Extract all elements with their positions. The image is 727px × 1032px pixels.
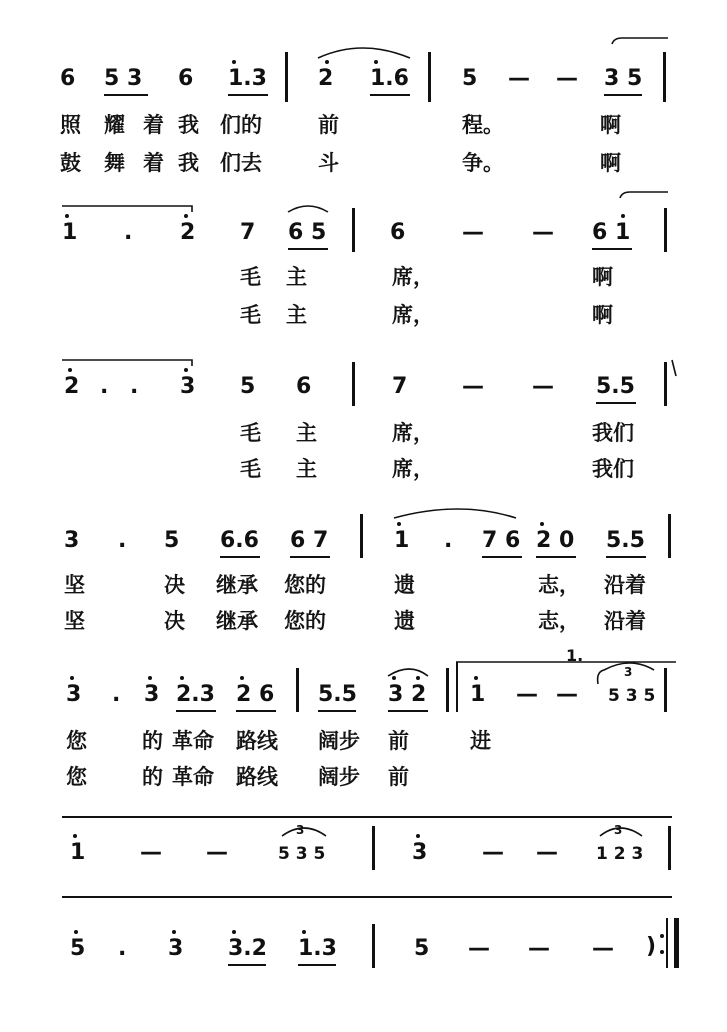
triplet-mark: 3	[296, 823, 305, 837]
dash: —	[556, 66, 578, 91]
lyric: 志，	[538, 572, 580, 597]
slur-bracket	[612, 38, 668, 44]
lyric: 斗	[318, 150, 339, 175]
lyric: 着	[143, 150, 164, 175]
triplet-arc	[598, 663, 654, 684]
dash: —	[206, 840, 228, 865]
lyric: 毛	[240, 420, 261, 445]
note: 5	[462, 66, 478, 91]
dot-extension: .	[118, 528, 127, 553]
lyric: 程。	[462, 112, 504, 137]
note: 1	[470, 682, 486, 707]
dash: —	[532, 374, 554, 399]
note: 6 5	[288, 220, 327, 245]
dot-extension: .	[118, 936, 127, 961]
lyric: 您的	[284, 608, 326, 633]
note: 3 2	[388, 682, 427, 707]
note: 6	[178, 66, 194, 91]
lyric: 继承	[216, 608, 258, 633]
lyric: 路线	[236, 728, 278, 753]
lyric: 席，	[392, 420, 434, 445]
note: 5 3 5	[278, 844, 326, 864]
tie-bracket	[62, 206, 192, 212]
volta-label: 1.	[566, 646, 584, 665]
note: 1	[70, 840, 86, 865]
lyric: 前	[318, 112, 339, 137]
note: 3	[168, 936, 184, 961]
lyric: 席，	[392, 302, 434, 327]
lyric: 继承	[216, 572, 258, 597]
lyric: 啊	[592, 302, 613, 327]
note: 6 1	[592, 220, 631, 245]
note: 3	[144, 682, 160, 707]
triplet-arc	[282, 828, 326, 836]
lyric: 着	[143, 112, 164, 137]
lyric: 耀	[104, 112, 125, 137]
lyric: 遗	[394, 572, 415, 597]
lyric: 舞	[104, 150, 125, 175]
note: 3	[64, 528, 80, 553]
lyric: 我	[178, 112, 199, 137]
note: 1	[62, 220, 78, 245]
note: 6	[390, 220, 406, 245]
note: 5	[240, 374, 256, 399]
closing-paren: )	[646, 934, 657, 959]
slur	[388, 669, 428, 676]
dash: —	[532, 220, 554, 245]
note: 3.2	[228, 936, 267, 961]
dash: —	[482, 840, 504, 865]
note: 3	[180, 374, 196, 399]
dash: —	[462, 374, 484, 399]
lyric: 争。	[462, 150, 504, 175]
lyric: 沿着	[604, 608, 646, 633]
dash: —	[592, 936, 614, 961]
lyric: 革命	[172, 728, 214, 753]
lyric: 沿着	[604, 572, 646, 597]
lyric: 的	[142, 764, 163, 789]
note: 5.5	[318, 682, 357, 707]
note: 6.6	[220, 528, 259, 553]
lyric: 进	[470, 728, 491, 753]
note: 1 2 3	[596, 844, 644, 864]
note: 5 3	[104, 66, 143, 91]
note: 6 7	[290, 528, 329, 553]
note: 1.3	[228, 66, 267, 91]
lyric: 阔步	[318, 728, 360, 753]
tie-bracket	[62, 360, 192, 366]
lyric: 啊	[600, 112, 621, 137]
note: 2	[318, 66, 334, 91]
dot-extension: .	[444, 528, 453, 553]
slur-mark	[672, 360, 676, 376]
lyric: 鼓	[60, 150, 81, 175]
dash: —	[508, 66, 530, 91]
triplet-mark: 3	[614, 823, 623, 837]
lyric: 阔步	[318, 764, 360, 789]
lyric: 革命	[172, 764, 214, 789]
note: 6	[296, 374, 312, 399]
dash: —	[140, 840, 162, 865]
lyric: 您	[66, 764, 87, 789]
lyric: 毛	[240, 456, 261, 481]
lyric: 席，	[392, 456, 434, 481]
lyric: 您	[66, 728, 87, 753]
note: 2.3	[176, 682, 215, 707]
slur	[288, 206, 328, 212]
dash: —	[528, 936, 550, 961]
lyric: 坚	[64, 608, 85, 633]
note: 2 0	[536, 528, 575, 553]
lyric: 遗	[394, 608, 415, 633]
lyric: 主	[286, 264, 307, 289]
dot-extension: .	[130, 374, 139, 399]
note: 3	[66, 682, 82, 707]
note: 2	[64, 374, 80, 399]
note: 7	[240, 220, 256, 245]
note: 1	[394, 528, 410, 553]
lyric: 决	[164, 608, 185, 633]
note: 7 6	[482, 528, 521, 553]
note: 5.5	[596, 374, 635, 399]
lyric: 席，	[392, 264, 434, 289]
note: 1.3	[298, 936, 337, 961]
dash: —	[516, 682, 538, 707]
slur-bracket	[620, 192, 668, 198]
lyric: 坚	[64, 572, 85, 597]
note: 5	[164, 528, 180, 553]
lyric: 照	[60, 112, 81, 137]
dash: —	[556, 682, 578, 707]
lyric: 啊	[592, 264, 613, 289]
note: 3	[412, 840, 428, 865]
lyric: 们去	[220, 150, 262, 175]
note: 3 5	[604, 66, 643, 91]
lyric: 毛	[240, 302, 261, 327]
lyric: 您的	[284, 572, 326, 597]
slur	[394, 509, 516, 518]
lyric: 我们	[592, 420, 634, 445]
lyric: 我们	[592, 456, 634, 481]
note: 5	[414, 936, 430, 961]
lyric: 主	[296, 456, 317, 481]
lyric: 主	[286, 302, 307, 327]
note: 2	[180, 220, 196, 245]
lyric: 我	[178, 150, 199, 175]
note: 6	[60, 66, 76, 91]
lyric: 主	[296, 420, 317, 445]
lyric: 路线	[236, 764, 278, 789]
slur	[318, 48, 410, 58]
note: 5	[70, 936, 86, 961]
lyric: 决	[164, 572, 185, 597]
dot-extension: .	[100, 374, 109, 399]
dash: —	[536, 840, 558, 865]
lyric: 毛	[240, 264, 261, 289]
dot-extension: .	[112, 682, 121, 707]
dot-extension: .	[124, 220, 133, 245]
triplet-mark: 3	[624, 665, 633, 679]
lyric: 志，	[538, 608, 580, 633]
note: 5.5	[606, 528, 645, 553]
note: 2 6	[236, 682, 275, 707]
note: 1.6	[370, 66, 409, 91]
dash: —	[462, 220, 484, 245]
lyric: 前	[388, 764, 409, 789]
lyric: 啊	[600, 150, 621, 175]
dash: —	[468, 936, 490, 961]
lyric: 的	[142, 728, 163, 753]
lyric: 们的	[220, 112, 262, 137]
note: 7	[392, 374, 408, 399]
triplet-arc	[600, 828, 642, 836]
lyric: 前	[388, 728, 409, 753]
note: 5 3 5	[608, 686, 656, 706]
